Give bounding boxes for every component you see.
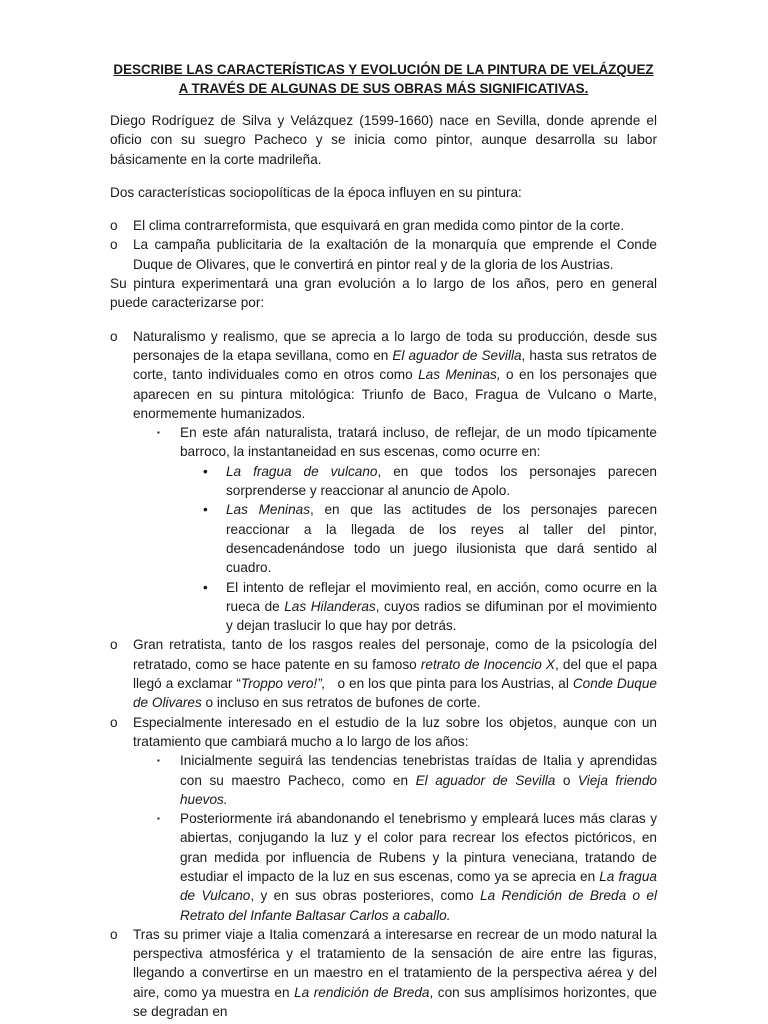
text-run: , del que el papa llegó a exclamar “ — [133, 656, 658, 692]
list-item-naturalismo — [110, 327, 657, 636]
luz-sublist — [133, 751, 657, 925]
text-run: Gran retratista, tanto de los rasgos reales del personaje, como de la psicología del retratado, como se hace patente en su famoso — [133, 637, 657, 672]
bullet-square: ▪ — [157, 756, 160, 766]
list-item-luz — [110, 713, 657, 925]
bullet-o: o — [110, 714, 118, 730]
intro-paragraph: Diego Rodríguez de Silva y Velázquez (1599-1660) nace en Sevilla, donde aprende el oficio con su suegro Pacheco y se inicia como pintor, aunque desarrolla su labor básicamente en la corte madrileña. — [110, 113, 657, 167]
list-item-text: La campaña publicitaria de la exaltación de la monarquía que emprende el Conde Duque de Olivares, que le convertirá en pintor real y de la gloria de los Austrias. — [133, 237, 657, 272]
bullet-square: ▪ — [157, 428, 160, 438]
list-item-italia — [110, 925, 657, 1021]
bullet-o: o — [110, 637, 118, 653]
sublist-item — [133, 751, 657, 809]
work-title: Las Hilanderas — [284, 598, 376, 614]
naturalismo-sublist — [133, 423, 657, 635]
text-run: , cuyos radios se difuminan por el movimiento y dejan traslucir lo que hay por detrás. — [226, 598, 657, 634]
text-run: , hasta sus retratos de corte, tanto individuales como en otros como — [133, 347, 657, 383]
text-run: Inicialmente seguirá las tendencias tenebristas traídas de Italia y aprendidas con su maestro Pacheco, como en — [180, 753, 657, 788]
bullet-dot: • — [203, 463, 208, 479]
list-item — [110, 216, 657, 235]
work-title: El aguador de Sevilla — [392, 347, 522, 363]
work-title: Las Meninas — [226, 502, 310, 518]
text-run: , en que todos los personajes parecen sorprenderse y reaccionar al anuncio de Apolo. — [226, 463, 657, 499]
examples-list — [180, 462, 657, 636]
socio-list — [110, 216, 657, 274]
text-run: En este afán naturalista, tratará incluso, de reflejar, de un modo típicamente barroco, la instantaneidad en sus escenas, como ocurre en: — [180, 425, 657, 460]
quote: Troppo vero!”, — [240, 676, 326, 692]
text-run: , en que las actitudes de los personajes parecen reaccionar a la llegada de los reyes al taller del pintor, desencadenándose todo un juego ilusionista que dará sentido al cuadro. — [226, 502, 658, 576]
evolution-intro-paragraph: Su pintura experimentará una gran evolución a lo largo de los años, pero en general puede caracterizarse por: — [110, 276, 657, 311]
text-run: o incluso en sus retratos de bufones de corte. — [201, 695, 481, 711]
bullet-dot: • — [203, 579, 208, 595]
list-item-text: El clima contrarreformista, que esquivará en gran medida como pintor de la corte. — [133, 218, 625, 234]
bullet-o: o — [110, 237, 118, 253]
work-title: Conde Duque de Olivares — [133, 676, 657, 711]
work-title: La fragua de vulcano — [226, 463, 378, 479]
text-run: El intento de reflejar el movimiento real, en acción, como ocurre en la rueca de — [226, 579, 657, 614]
text-run: o — [555, 772, 578, 788]
text-run: o en los personajes que aparecen en su pintura mitológica: Triunfo de Baco, Fragua de Vulcano o Marte, enormemente humanizados. — [133, 367, 658, 421]
work-title: El aguador de Sevilla — [415, 772, 556, 788]
work-title: La fragua de Vulcano — [180, 868, 657, 904]
work-title: Vieja friendo huevos. — [180, 772, 657, 807]
text-run: Naturalismo y realismo, que se aprecia a lo largo de toda su producción, desde sus personajes de la etapa sevillana, como en — [133, 328, 657, 363]
work-title: retrato de Inocencio X — [420, 656, 555, 672]
work-title: La rendición de Breda — [294, 984, 430, 1000]
text-run: , con sus amplísimos horizontes, que se degradan en — [133, 984, 657, 1020]
bullet-square: ▪ — [157, 814, 160, 824]
text-run: Posteriormente irá abandonando el tenebrismo y empleará luces más claras y abiertas, conjugando la luz y el color para recrear los efectos pictóricos, en gran medida por influencia de Rubens y la pintura veneciana, tratando de estudiar el impacto de la luz en sus escenas, como ya se aprecia en — [180, 811, 657, 884]
sublist-item — [133, 423, 657, 635]
document-title: DESCRIBE LAS CARACTERÍSTICAS Y EVOLUCIÓN DE LA PINTURA DE VELÁZQUEZ A TRAVÉS DE ALGUNAS DE SUS OBRAS MÁS SIGNIFICATIVAS. — [113, 62, 654, 96]
example-item — [180, 578, 657, 636]
list-item-retratista — [110, 635, 657, 712]
work-title: Las Meninas, — [418, 367, 501, 383]
bullet-dot: • — [203, 502, 208, 518]
text-run: Tras su primer viaje a Italia comenzará a interesarse en recrear de un modo natural la perspectiva atmosférica y el tratamiento de la sensación de aire entre las figuras, llegando a convertirse en un maestro en el tratamiento de la perspectiva aérea y del aire, como ya muestra en — [133, 926, 657, 1000]
text-run: , y en sus obras posteriores, como — [250, 888, 481, 904]
text-run: Especialmente interesado en el estudio de la luz sobre los objetos, aunque con un tratamiento que cambiará mucho a lo largo de los años: — [133, 714, 657, 749]
sublist-item — [133, 809, 657, 925]
work-title: La Rendición de Breda o el Retrato del Infante Baltasar Carlos a caballo. — [180, 888, 658, 923]
characteristics-list — [110, 327, 657, 1022]
bullet-o: o — [110, 926, 118, 942]
example-item — [180, 462, 657, 501]
list-item — [110, 235, 657, 274]
bullet-o: o — [110, 218, 118, 234]
bullet-o: o — [110, 328, 118, 344]
example-item — [180, 500, 657, 577]
socio-intro-paragraph: Dos características sociopolíticas de la época influyen en su pintura: — [110, 184, 522, 200]
text-run: o en los que pinta para los Austrias, al — [325, 676, 573, 692]
